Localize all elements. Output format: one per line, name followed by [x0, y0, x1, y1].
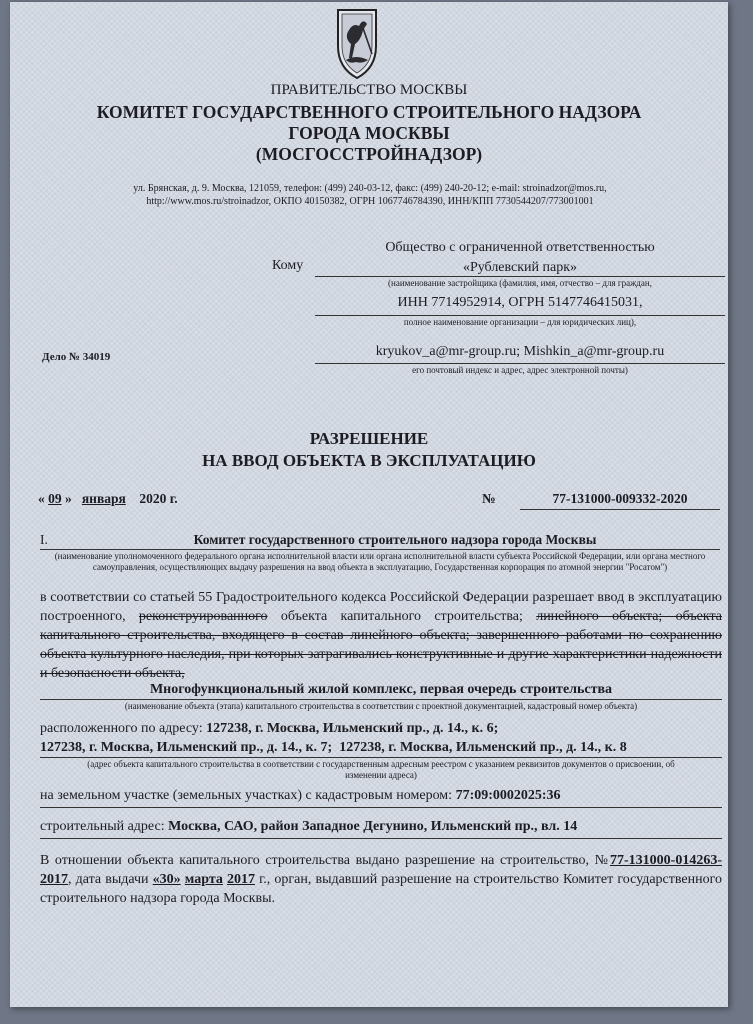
date-close-quote: » — [65, 491, 72, 506]
build-permit-text-2: , дата выдачи — [68, 872, 153, 887]
address-underline — [40, 757, 722, 758]
object-caption: (наименование объекта (этапа) капитального строительства в соответствии с проектной документацией, кадастровый номер объекта) — [124, 701, 638, 711]
recipient-caption-2: полное наименование организации – для юридических лиц), — [403, 317, 637, 327]
committee-line-1: КОМИТЕТ ГОСУДАРСТВЕННОГО СТРОИТЕЛЬНОГО НАДЗОРА — [96, 102, 642, 122]
contacts-line-1: ул. Брянская, д. 9. Москва, 121059, телефон: (499) 240-03-12, факс: (499) 240-20-12; e-mail: stroinadzor@mos.ru, — [133, 183, 607, 194]
struck-object-types: линейного объекта; объекта капитального строительства, входящего в состав линейного объекта; завершенного работами по сохранению объекта культурного наследия, при которых затрагивались конструктивные и другие характеристики надежности и безопасности объекта, — [40, 609, 722, 681]
object-address-line-1 — [40, 721, 498, 737]
address-part-2: 127238, г. Москва, Ильменский пр., д. 14., к. 7; — [40, 740, 333, 755]
issue-day: 09 — [48, 491, 62, 506]
recipient-underline-2 — [315, 315, 725, 316]
issue-month: января — [81, 491, 126, 506]
recipient-underline-1 — [315, 276, 725, 277]
committee-title — [10, 102, 728, 165]
recipient-caption-3: его почтовый индекс и адрес, адрес электронной почты) — [412, 365, 628, 375]
contacts-line-2: http://www.mos.ru/stroinadzor, ОКПО 40150382, ОГРН 1067746784390, ИНН/КПП 7730544207/773001001 — [146, 196, 594, 207]
address-part-1: 127238, г. Москва, Ильменский пр., д. 14., к. 6; — [206, 721, 499, 736]
recipient-label: Кому — [272, 258, 304, 273]
object-underline — [40, 699, 722, 700]
address-caption: (адрес объекта капитального строительства в соответствии с государственным адресным реестром с указанием реквизитов документов о присвоении, об изменении адреса) — [87, 759, 675, 780]
recipient-org — [315, 238, 725, 278]
permit-number-underline — [520, 509, 720, 510]
authority-underline — [40, 549, 720, 550]
build-permit-text-1: В отношении объекта капитального строительства выдано разрешение на строительство, № — [40, 853, 610, 868]
committee-line-3: (МОСГОССТРОЙНАДЗОР) — [255, 144, 483, 164]
recipient-org-line-2: «Рублевский парк» — [462, 260, 578, 275]
build-permit-year: 2017 — [227, 872, 255, 887]
document-title — [10, 428, 728, 472]
build-permit-day: «30» — [152, 872, 181, 887]
permit-statement — [40, 588, 722, 683]
document-title-line-1: РАЗРЕШЕНИЕ — [309, 429, 429, 448]
object-name: Многофункциональный жилой комплекс, первая очередь строительства — [149, 682, 613, 697]
issue-year-suffix: г. — [169, 491, 178, 506]
construction-underline — [40, 838, 722, 839]
issue-year: 2020 — [139, 491, 167, 506]
date-open-quote: « — [38, 491, 45, 506]
recipient-caption-1: (наименование застройщика (фамилия, имя, отчество – для граждан, — [388, 278, 652, 288]
case-number: Дело № 34019 — [42, 351, 111, 363]
authority-name: Комитет государственного строительного надзора города Москвы — [193, 532, 597, 547]
land-underline — [40, 807, 722, 808]
document-title-line-2: НА ВВОД ОБЪЕКТА В ЭКСПЛУАТАЦИЮ — [202, 451, 536, 470]
moscow-coat-of-arms-icon — [332, 4, 382, 82]
permit-text-1: в соответствии со статьей 55 Градостроительного кодекса Российской Федерации разрешает ввод в эксплуатацию построенного, — [40, 590, 722, 624]
cadastral-number: 77:09:0002025:36 — [455, 788, 561, 803]
government-title: ПРАВИТЕЛЬСТВО МОСКВЫ — [270, 82, 468, 98]
address-part-3: 127238, г. Москва, Ильменский пр., д. 14., к. 8 — [339, 740, 627, 755]
document-sheet — [10, 2, 728, 1007]
object-address-line-2 — [40, 740, 627, 756]
build-permit-number: 77-131000-014263-2017 — [40, 853, 722, 887]
construction-address-value: Москва, САО, район Западное Дегунино, Ильменский пр., вл. 14 — [168, 819, 578, 834]
recipient-org-line-1: Общество с ограниченной ответственностью — [385, 240, 655, 255]
section-roman: I. — [40, 532, 48, 547]
construction-address — [40, 819, 577, 835]
authority-caption: (наименование уполномоченного федерального органа исполнительной власти или органа исполнительной власти субъекта Российской Федерации, или органа местного самоуправления, осуществляющих выдачу разрешения на ввод объекта в эксплуатацию, Государственная корпорация по атомной энергии "Росатом") — [54, 551, 706, 572]
land-label: на земельном участке (земельных участках) с кадастровым номером: — [40, 788, 453, 803]
build-permit-text-3: г., орган, выдавший разрешение на строительство Комитет государственного строительного надзора города Москвы. — [40, 872, 723, 906]
permit-text-2: объекта капитального строительства; — [267, 609, 537, 624]
build-permit-statement — [40, 851, 722, 908]
struck-reconstructed: реконструированного — [138, 609, 268, 624]
build-permit-month: марта — [184, 872, 223, 887]
recipient-underline-3 — [315, 363, 725, 364]
permit-number-label: № — [482, 491, 496, 506]
located-label: расположенного по адресу: — [40, 721, 203, 736]
land-plot — [40, 788, 561, 804]
committee-contacts — [70, 182, 670, 208]
permit-number: 77-131000-009332-2020 — [552, 491, 688, 506]
issue-date — [38, 491, 178, 507]
committee-line-2: ГОРОДА МОСКВЫ — [288, 123, 450, 143]
recipient-inn: ИНН 7714952914, ОГРН 5147746415031, — [397, 295, 643, 310]
construction-label: строительный адрес: — [40, 819, 165, 834]
recipient-email: kryukov_a@mr-group.ru; Mishkin_a@mr-group.ru — [375, 344, 665, 359]
